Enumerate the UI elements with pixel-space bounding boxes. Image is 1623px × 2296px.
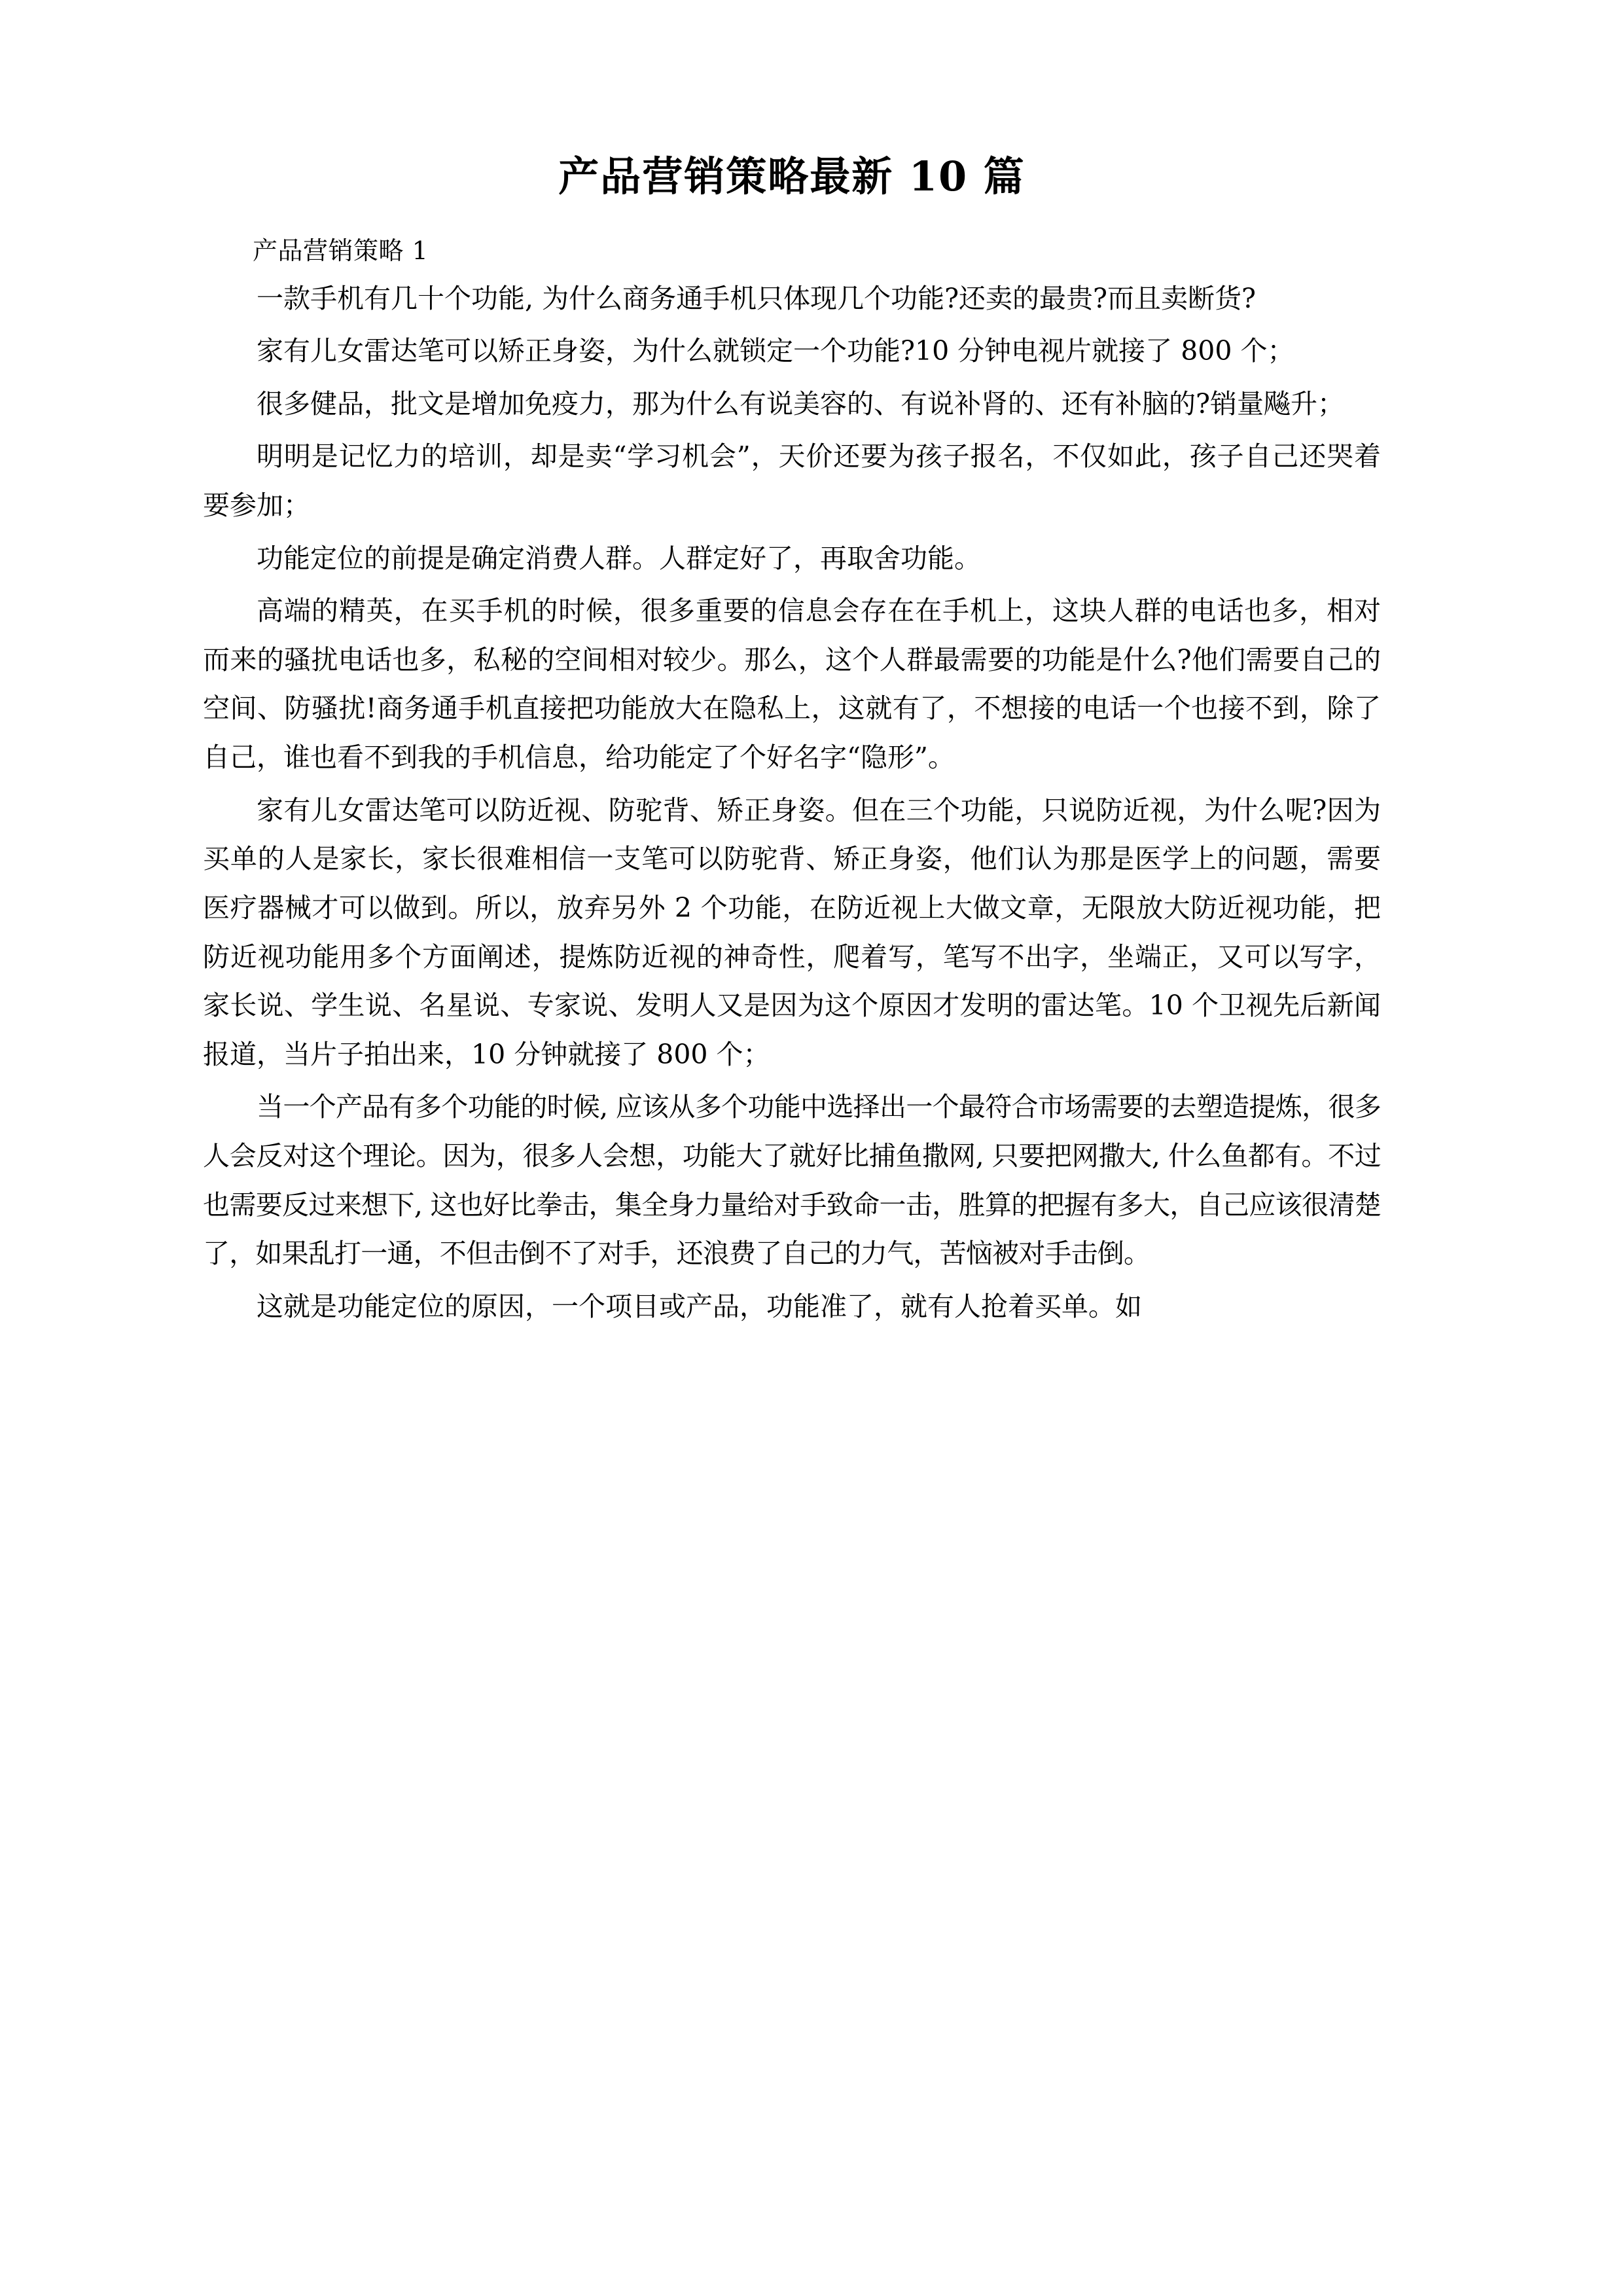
body-paragraph-6: 高端的精英，在买手机的时候，很多重要的信息会存在在手机上，这块人群的电话也多，相对而来的骚扰电话也多，私秘的空间相对较少。那么，这个人群最需要的功能是什么?他们需要自己的空间、防骚扰!商务通手机直接把功能放大在隐私上，这就有了，不想接的电话一个也接不到，除了自己，谁也看不到我的手机信息，给功能定了个好名字“隐形”。 — [203, 595, 1381, 774]
body-paragraph-3: 很多健品，批文是增加免疫力，那为什么有说美容的、有说补肾的、还有补脑的?销量飚升； — [257, 387, 1344, 420]
body-paragraph-4: 明明是记忆力的培训，却是卖“学习机会”，天价还要为孩子报名，不仅如此，孩子自己还哭着要参加； — [203, 440, 1381, 522]
section-subtitle: 产品营销策略 1 — [253, 236, 429, 265]
body-paragraph-7: 家有儿女雷达笔可以防近视、防驼背、矫正身姿。但在三个功能，只说防近视，为什么呢?因为买单的人是家长，家长很难相信一支笔可以防驼背、矫正身姿，他们认为那是医学上的问题，需要医疗器械才可以做到。所以，放弃另外 2 个功能，在防近视上大做文章，无限放大防近视功能，把防近视功能用多个方面阐述，提炼防近视的神奇性，爬着写，笔写不出字，坐端正，又可以写字，家长说、学生说、名星说、专家说、发明人又是因为这个原因才发明的雷达笔。10 个卫视先后新闻报道，当片子拍出来，10 分钟就接了 800 个； — [203, 794, 1381, 1070]
body-paragraph-8: 当一个产品有多个功能的时候, 应该从多个功能中选择出一个最符合市场需要的去塑造提炼，很多人会反对这个理论。因为，很多人会想，功能大了就好比捕鱼撒网, 只要把网撒大, 什么鱼都有。不过也需要反过来想下, 这也好比拳击，集全身力量给对手致命一击，胜算的把握有多大，自己应该很清楚了，如果乱打一通，不但击倒不了对手，还浪费了自己的力气，苦恼被对手击倒。 — [203, 1091, 1381, 1270]
body-paragraph-1: 一款手机有几十个功能, 为什么商务通手机只体现几个功能?还卖的最贵?而且卖断货? — [257, 282, 1257, 314]
page-title: 产品营销策略最新 10 篇 — [558, 152, 1026, 200]
body-paragraph-2: 家有儿女雷达笔可以矫正身姿，为什么就锁定一个功能?10 分钟电视片就接了 800 个； — [257, 335, 1294, 367]
body-paragraph-9: 这就是功能定位的原因，一个项目或产品，功能准了，就有人抢着买单。如 — [257, 1290, 1142, 1322]
document-content — [203, 0, 1381, 1331]
body-paragraph-5: 功能定位的前提是确定消费人群。人群定好了，再取舍功能。 — [257, 542, 981, 574]
